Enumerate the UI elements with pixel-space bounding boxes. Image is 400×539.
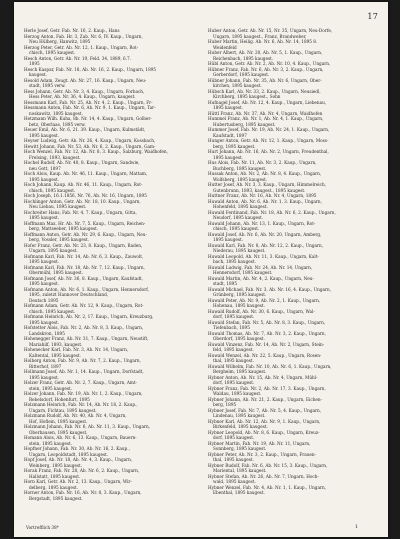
register-entry: 1895 kaugest.	[29, 176, 60, 182]
register-entry: Huwald Ludwig, Fab. Nr. 24, Ab. Nr. 14, Ungarn,	[208, 264, 313, 270]
register-entry: Hoch Johann, Kaup. Ab. Nr. 46, 11. Kaup., Ungarn, Rot-	[24, 182, 143, 187]
register-entry: Hoffmann Anton, Getr. Ab. Nr. 29, 6. Kaup., Ungarn, Neu-	[24, 231, 147, 237]
register-entry: Bergheim, 1895 kaugest.	[213, 369, 267, 374]
register-entry: Huwald Thomas, Ab. Nr. 7, Ab. Nr. 3, 2. Kaup., Ungarn,	[208, 330, 326, 336]
register-entry: Hochreiter Hans, Fab. Nr. 4, 7. Kaup., Ungarn, Gitta,	[24, 209, 137, 215]
register-entry: Hennersdorf, 1895 kaugest.	[213, 270, 273, 275]
register-entry: Gerberdorf, 1895 kaugest.	[213, 72, 270, 77]
register-entry: Hübner Johann, Fab. Nr. 35, Ab. Nr. 6, Ungarn, Ober-	[208, 77, 322, 83]
register-entry: Huwald Peter, Ab. Nr. 9, Ab. Nr. 2, 1. Kaup., Ungarn,	[208, 297, 321, 303]
register-entry: Hofmann Josef, Ab. Nr. 36, 8. Kaup., Ungarn, Kaufstadt,	[24, 275, 144, 281]
register-entry: Ungarn, Leopoldstadt, 1895 kaugest.	[29, 451, 109, 457]
register-entry: Herzog Anton, Fab. Hr. 3, Zab. Nr. 6, IV. Kaup., Ungarn,	[24, 33, 143, 39]
footer-note: Vortrefflich 38*	[26, 525, 59, 530]
register-entry: Hubertusberg, 1895 kaugest.	[213, 121, 276, 127]
register-entry: 1895 kaugest.	[213, 105, 244, 110]
register-entry: Hoch Wenzel, Fab. Nr. 12, Ab. Nr. 8, 3. Kaup., Salzburg, Waidhofen,	[24, 149, 168, 154]
register-entry: Hesch Kaspar, Fab. Nr. 18, Ab. Nr. 16, 2. Kaup., Ungarn, 1895	[24, 66, 157, 72]
register-entry: Niederau, 1895 kaugest.	[213, 248, 266, 253]
register-entry: Tiefenbach, 1895	[213, 325, 250, 330]
register-entry: Hybner Karl, Ab. Nr. 12, Ab. Nr. 9, 1. Kaup., Ungarn,	[208, 418, 321, 424]
register-entry: Holzer Johann, Fab. Nr. 19, Ab. Nr. 1, 2. Kaup., Ungarn,	[24, 391, 143, 396]
register-entry: Huwald Vinzenz, Fab. Nr. 14, Ab. Nr. 2, Ungarn, Stein-	[208, 341, 325, 347]
register-entry: Holzmann Heinrich, Fab. Nr. 14, Ab. Nr. 18, 2. Kaup.,	[24, 402, 138, 407]
register-entry: 1895	[29, 61, 40, 66]
document-page	[14, 2, 388, 537]
register-entry: Hybner Franz, Fab. Nr. 2, Ab. Nr. 17, 3. Kaup., Ungarn,	[208, 385, 326, 391]
register-entry: Hübsch Karl, Ab. Nr. 33, 2. Kaup., Ungarn, Neusiedl,	[208, 88, 321, 94]
register-entry: stadt, 1895	[213, 281, 238, 286]
register-entry: noskawitz, 1895 kaugest.	[29, 110, 83, 116]
register-entry: Horner Anton, Fab. Nr. 16, Ab. Nr. 8, 3. Kaup., Ungarn,	[24, 490, 142, 495]
register-entry: Kaufstadt, 1897	[213, 132, 247, 138]
register-entry: 1895 kaugest.	[213, 237, 244, 242]
register-entry: Kirchberg, 1895 kaugest., Sohn	[213, 94, 281, 99]
register-entry: 1895 kaugest.	[29, 374, 60, 380]
register-entry: Mariental, 1895 kaugest.	[213, 468, 267, 473]
register-entry: Hunger Anton, Getr. Ab. Nr. 12, 1. Kaup., Ungarn, Moss-	[208, 138, 329, 143]
register-entry: Holberg Anton, Fab. Nr. 9, Ab. Nr. 7, 2. Kaup., Ungarn,	[24, 358, 141, 363]
register-entry: Hübner Franz, Fab. Nr. 6, Ab. Nr. 3, 2. Kaup., Ungarn,	[208, 66, 324, 72]
register-entry: Horn Karl, Getr. Ab. Nr. 2, 13. Kaup., Ungarn, Wir-	[24, 479, 132, 484]
register-entry: Hybner Rudolf, Fab. Nr. 6, Ab. Nr. 15, 3. Kaup., Ungarn,	[208, 462, 328, 468]
register-entry: Horak Franz, Fab. Nr. 28, Ab. Nr. 6, 2. Kaup., Ungarn,	[24, 468, 140, 473]
register-entry: Hus Alois, Fab. Nr. 11, Ab. Nr. 3, 2. Kaup., Ungarn,	[208, 160, 317, 165]
register-entry: neu Gott, 1897	[29, 165, 61, 171]
register-entry: Hoch Joseph, 16.1.1856, Nr. 76, Ab. Nr. 16, Ungarn, 1895	[24, 193, 147, 198]
register-entry: 1895 kaugest.	[29, 259, 60, 264]
register-entry: Ebenthal, 1895 kaugest.	[213, 490, 265, 495]
register-entry: Huwald Michael, Fab. Nr. 3, Ab. Nr. 16, 4. Kaup., Ungarn,	[208, 286, 332, 292]
register-entry: Huwald Rudolf, Ab. Nr. 30, 6. Kaup., Ungarn, Wal-	[208, 308, 315, 314]
register-entry: Rebelsdorf, Hohenfurt, 1895	[29, 396, 90, 402]
register-entry: Hufnagel Josef, Ab. Nr. 12, 4. Kaup., Ungarn, Liebenau,	[208, 99, 327, 105]
register-entry: Huttner Franz, Ab. Nr. 16, Ab. Nr. 4, Ungarn, 1895	[208, 193, 317, 198]
register-entry: Ungarn, 1895 kaugest.	[29, 248, 78, 253]
register-entry: Hollmann Josef, Ab. Nr. 1, 14. Kaup., Ungarn, Dorfstadt,	[24, 369, 144, 374]
register-entry: thal, 1895 kaugest.	[213, 457, 254, 462]
register-entry: Ungarn, Fichtau, 1895 kaugest.	[29, 407, 97, 413]
register-entry: Hopf Josef, Ab. Nr. 18, Ab. Nr. 4, 3. Kaup., Ungarn,	[24, 457, 133, 462]
register-entry: dorf, 1895 kaugest.	[213, 314, 255, 319]
register-entry: stein, 1895 kaugest.	[29, 440, 73, 446]
register-entry: Hüttl Franz, Ab. Nr. 37, Ab. Nr. 4, Ungarn, Waidhofen	[208, 110, 323, 116]
register-entry: Lindenau, 1895 kaugest.	[213, 413, 266, 418]
register-entry: Weinberg, 1895 kaugest.	[29, 462, 83, 468]
register-entry: Hofmann Anton, Ab. Nr. 6, 1. Kaup., Ungarn, Hennersdorf,	[24, 286, 149, 292]
register-entry: Mariahilf, 1893, kaugest.	[29, 341, 83, 347]
register-entry: Kaltental, 1895 kaugest.	[29, 352, 82, 358]
register-entry: 1895 kaugest.	[213, 154, 244, 160]
register-entry: Hofmann Karl, Fab. Nr. 14, Ab. Nr. 6, 3. Kaup., Zauwolt,	[24, 253, 144, 259]
register-entry: Huwald Wenzel, Ab. Nr. 22, 5. Kaup., Ungarn, Rosen-	[208, 352, 322, 358]
register-entry: Hopfner Johann, Fab. Nr. 30, Ab. Nr. 16, 2. Kaup.,	[24, 446, 130, 451]
register-entry: Huber Martin, Heilig. Ab. Nr. 6, Ab. Nr. 14, 1895 8.	[208, 39, 318, 44]
register-entry: kaugest.	[29, 72, 48, 77]
register-entry: Grünberg, 1895 kaugest.	[213, 292, 267, 297]
register-entry: Hofmann Heinrich, Ab. Nr. 2, 17. Kaup., Ungarn, Kreuzburg,	[24, 314, 154, 319]
register-entry: Huwald Anton, Ab. Nr. 6, Ab. Nr. 1, 3. Kaup., Ungarn,	[208, 198, 322, 204]
register-entry: Ritterhof, 1897	[29, 363, 62, 369]
register-entry: Hohenau, 1895 kaugest.	[213, 303, 265, 308]
register-entry: Hybner Peter, Ab. Nr. 3, 2. Kaup., Ungarn, Frauen-	[208, 451, 317, 457]
register-entry: Deutsch 1895	[29, 297, 59, 303]
register-entry: Hybner Martin, Fab. Nr. 19, Ab. Nr. 11, Ungarn,	[208, 440, 311, 446]
register-entry: Huwald Stefan, Fab. Nr. 5, Ab. Nr. 8, 3. Kaup., Ungarn,	[208, 319, 326, 325]
register-entry: Hesold Adam, Zeugt. Ab. Nr. 27, 16. Kaup., Ungarn, Neu-	[24, 77, 147, 83]
register-entry: 1895 kaugest.	[29, 281, 60, 286]
register-entry: Hessmann Karl, Fab. Nr. 25, Ab. Nr. 4, 2. Kaup., Ungarn, Fr-	[24, 99, 153, 105]
register-entry: Hussak Anton, Ab. Nr. 2, Ab. Nr. 8, 4. Kaup., Ungarn,	[208, 171, 322, 176]
register-entry: Hohenecker Karl, Fab. Nr. 3, Ab. Nr. 14, Ungarn,	[24, 347, 129, 352]
register-entry: bach, 1895 kaugest.	[213, 259, 256, 264]
register-entry: Hess Peter, Ab. Nr. 36, 4. Kaup., Ungarn, kaugest.	[29, 94, 136, 99]
register-entry: Oberhausen, 1895 kaugest.	[29, 429, 88, 435]
register-entry: Obermühl, 1895 kaugest.	[29, 270, 83, 275]
register-entry: Reichenbach, 1895 kaugest.	[213, 55, 274, 61]
register-entry: Homann Alois, Ab. Nr. 6, 13. Kaup., Ungarn, Bauern-	[24, 435, 137, 440]
register-entry: Hybner Johann, Ab. Nr. 21, 2. Kaup., Ungarn, Eichen-	[208, 396, 322, 402]
register-entry: Huwald Ferdinand, Fab. Nr. 18, Ab. Nr. 6, 2. Kaup., Ungarn,	[208, 209, 336, 215]
register-entry: Hummel Franz, Ab. Nr. 1, Ab. Nr. 4, 1. Kaup., Ungarn,	[208, 116, 324, 121]
register-entry: Hohenegger Franz, Ab. Nr. 31, 7. Kaup., Ungarn, Neustift,	[24, 336, 149, 341]
register-entry: Huwald Johann, Ab. Nr. 13, 1. Kaup., Ungarn, Rot-	[208, 220, 316, 226]
left-column	[24, 28, 200, 528]
register-entry: Hofmann Adam, Getr. Ab. Nr. 12, 9. Kaup., Ungarn, Rot-	[24, 303, 144, 308]
register-entry: Gutenbrunn, 1893, kaugest., 1895 kaugest.	[213, 187, 306, 193]
register-entry: Huwald Martin, Ab. Nr. 4, 2. Kaup., Ungarn, Neu-	[208, 275, 314, 281]
register-entry: Hybner Wenzel, Fab. Nr. 4, Ab. Nr. 1, 1. Kaup., Ungarn,	[208, 484, 326, 490]
register-entry: Ungarn, 1895 kaugest., Franz, Brandweber,	[213, 33, 307, 39]
register-entry: Hesch Anton, Getr. Ab. Nr. 19, Feld. 34, 1889, 6.7.	[24, 55, 132, 61]
register-entry: delberg, 1895 kaugest.	[29, 484, 79, 490]
register-entry: Birkenfeld, 1895 kaugest.	[213, 424, 268, 429]
register-entry: Waldau, 1895 kaugest.	[213, 391, 262, 396]
register-entry: Oberdorf, 1895 kaugest.	[213, 336, 265, 341]
register-entry: Huwald Leopold, Ab. Nr. 11, 3. Kaup., Ungarn, Kalt-	[208, 253, 319, 259]
register-entry: Wolfsberg, 1895 kaugest.	[213, 176, 268, 182]
register-entry: Neu Liebau, 1895 kaugest.	[29, 204, 87, 209]
register-entry: Huwald Josef, Ab. Nr. 6, Ab. Nr. 20, Ungarn, Amberg,	[208, 231, 322, 237]
register-entry: chisch, 1895 kaugest.	[213, 226, 260, 231]
register-entry: Landskron, 1895	[29, 330, 65, 336]
register-entry: Hoffmann Max, Hr. Ab. Nr. 7, 5. Kaup., Ungarn, Reichen-	[24, 220, 146, 226]
register-entry: Holzer Franz, Getr. Ab. Nr. 2, 7. Kaup., Ungarn, Amt-	[24, 380, 137, 385]
register-entry: stadt, 1895 verw.	[29, 83, 66, 88]
register-entry: dorf, 1895 kaugest.	[213, 435, 255, 440]
register-entry: 1895 kaugest.	[29, 132, 60, 138]
register-entry: Hewitt Johann, Fab. Nr. 53, Ab. Nr. 6, 2. Kaup., Ungarn, Gam-	[24, 143, 156, 149]
register-entry: wald, 1895 kaugest.	[213, 479, 256, 484]
register-entry: Hessmann Anton, Fab. Nr. 6, Ab. Nr. 9, 1. Kaup., Ungarn, Tar-	[24, 105, 156, 110]
register-entry: Hofer Franz, Getr. Ab. Nr. 23, 8. Kaup., Ungarn, Baden,	[24, 242, 143, 248]
register-entry: Hallstatt, 1895 kaugest.	[29, 473, 81, 479]
register-entry: kirchen, 1895 kaugest.	[213, 83, 262, 88]
register-entry: Hetzmann Wilh. Kuha, 8b. Nr. 14, 4. Kaup., Ungarn, Golber-	[24, 116, 152, 121]
register-entry: betz, Oberlaas, 1895 verw.	[29, 121, 86, 127]
register-entry: Hybner Stefan, Ab. Nr. 26, Ab. Nr. 7, Ungarn, Hoch-	[208, 473, 319, 479]
right-column	[208, 28, 384, 528]
register-entry: Heuer Emil, Ab. Nr. 6, 21. 39. Kaup., Ungarn, Kulmstädt,	[24, 127, 146, 132]
register-entry: Huber Anton, Getr. Ab. Nr. 15, Nr. 35, Ungarn, Neu-Dorfe,	[208, 28, 333, 33]
register-entry: Hoch Alois, Kaup. Ab. Nr. 46, 11. Kaup., Ungarn, Mattam,	[24, 171, 148, 176]
register-entry: Herle Josef, Getr. Fab. Nr. 16, 2. Kaup., Hans	[24, 28, 120, 33]
register-entry: Hybner Josef, Fab. Nr. 7, Ab. Nr. 5, 4. Kaup., Ungarn,	[208, 407, 322, 413]
register-entry: chisch, 1895 kaugest.	[29, 50, 76, 55]
page-number: 17	[367, 12, 378, 21]
register-entry: Hofmann Karl, Fab. Nr. 18, Ab. Nr. 7, 12. Kaup., Ungarn,	[24, 264, 145, 270]
register-entry: Hybner Anton, Ab. Nr. 15, Ab. Nr. 4, Ungarn, Mühl-	[208, 374, 318, 380]
register-entry: Neu Hülberg, Hanwitz, 1895	[29, 39, 91, 44]
register-entry: Hurt Johann, Ab. Nr. 16, Ab. Nr. 2, Ungarn, Freudenthal,	[208, 149, 329, 154]
register-entry: Hutter Josef, Ab. Nr. 3, 3. Kaup., Ungarn, Himmelreich,	[208, 182, 327, 187]
register-entry: Hübl Anton, Getr. Ab. Nr. 2, Ab. Nr. 10, 4. Kaup., Ungarn,	[208, 61, 331, 66]
register-entry: Neudorf, 1895 kaugest.	[213, 215, 264, 220]
register-entry: Hess Johann, Getr. Ab. Nr. 3, 4. Kaup., Ungarn, Forbach,	[24, 88, 145, 94]
register-entry: Buchberg, 1895 kaugest.	[213, 165, 267, 171]
register-entry: stein, 1895 kaugest.	[29, 385, 73, 391]
register-entry: Sonnberg, 1895 kaugest.	[213, 446, 267, 451]
register-entry: Hohenfeld, 1895 kaugest.	[213, 204, 268, 209]
register-entry: Hummer Josef, Fab. Nr. 19, Ab. Nr. 24, 1. Kaup., Ungarn,	[208, 127, 330, 132]
register-entry: Bergstadt, 1895 kaugest.	[29, 495, 83, 501]
register-entry: Holzmann Johann, Fab. Nr. 6, Ab. Nr. 11, 3. Kaup., Ungarn,	[24, 424, 150, 429]
register-entry: Hybner Leopold, Ab. Nr. 8, 6. Kaup., Ungarn, Kreuz-	[208, 429, 320, 435]
register-entry: 1895, zuletzt Hannover Deutschland,	[29, 292, 109, 297]
register-entry: Weidenfeld	[213, 44, 237, 50]
register-entry: 1895 kaugest.	[29, 319, 60, 325]
register-entry: dorf, 1895 kaugest.	[213, 380, 255, 385]
register-entry: Frelsing, 1893, kaugest.	[29, 154, 81, 160]
footer-mark: 1	[354, 524, 358, 530]
register-entry: Herzog Peter, Getr. Ab. Nr. 12, 1. Kaup., Ungarn, Rot-	[24, 44, 139, 50]
register-entry: berg, 1895 kaugest.	[213, 143, 256, 149]
register-entry: berg, 1895	[213, 402, 237, 407]
register-entry: Hochel Rudolf, Ab. Nr. 40, 8. Kaup., Ungarn, Sandwie,	[24, 160, 140, 165]
register-entry: Hof, Hoflein, 1895 kaugest.	[29, 418, 88, 424]
register-entry: Huwald Karl, Fab. Nr. 8, Ab. Nr. 12, 2. Kaup., Ungarn,	[208, 242, 324, 248]
register-entry: feld, 1895 kaugest.	[213, 347, 254, 352]
register-entry: 1895 kaugest.	[29, 215, 60, 220]
register-entry: berg, Vossler, 1895 kaugest.	[29, 237, 90, 242]
register-entry: thal, 1895 kaugest.	[213, 358, 254, 363]
register-entry: Huber Albert, Ab. Nr. 20, Ab. Nr. 5, 1. Kaup., Ungarn,	[208, 50, 323, 55]
register-entry: chisch, 1895 kaugest.	[29, 308, 76, 314]
register-entry: Hochlinger Anton, Getr. Ab. Nr. 18, 10. Kaup., Ungarn,	[24, 198, 141, 204]
register-entry: Heyser Ludwig, Getr. Ab. Nr. 26, 4. Kaup., Ungarn, Kossbach,	[24, 138, 156, 143]
register-entry: Holzmann Rudolf, Ab. Nr. 40, Ab. Nr. 4, Ungarn,	[24, 413, 127, 418]
register-entry: Huwald Wilhelm, Fab. Nr. 10, Ab. Nr. 6, 1. Kaup., Ungarn,	[208, 363, 332, 369]
register-entry: berg, Mattseeber, 1895 kaugest.	[29, 226, 99, 231]
register-entry: chisch, 1895 kaugest.	[29, 187, 76, 193]
register-entry: Hofstetter Alois, Fab. Nr. 2, Ab. Nr. 8, 3. Kaup., Ungarn,	[24, 325, 144, 330]
